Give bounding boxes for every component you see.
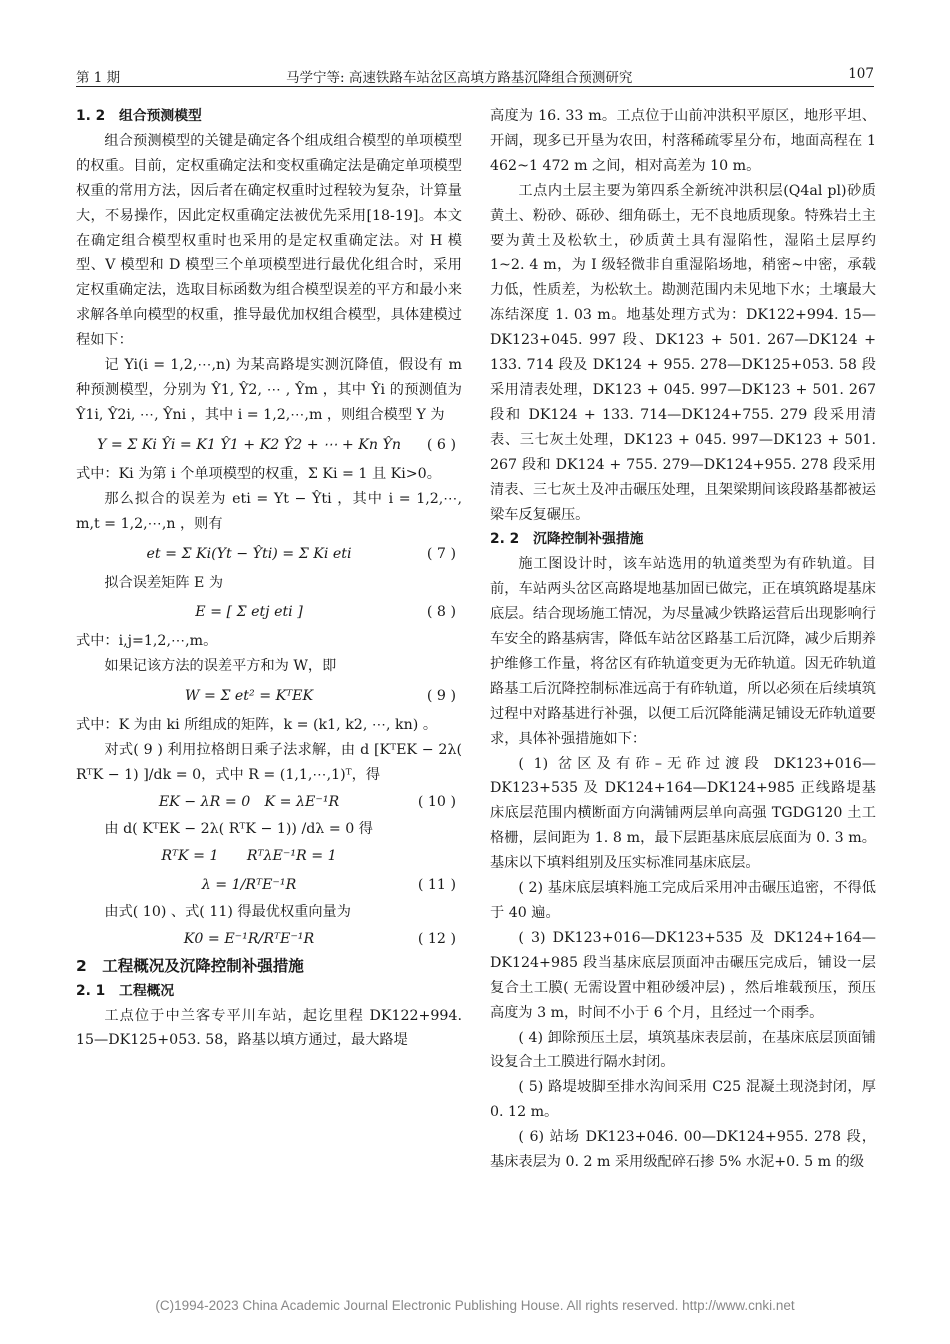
paragraph: 对式( 9 ) 利用拉格朗日乘子法求解，由 d [KᵀEK − 2λ( RᵀK − 1) ]/dk = 0，式中 R = (1,1,⋯,1)ᵀ，得 xyxy=(76,742,462,784)
chapter-heading: 2 工程概况及沉降控制补强措施 xyxy=(76,956,304,975)
section-heading: 2. 1 工程概况 xyxy=(76,982,175,999)
paragraph: 式中：Ki 为第 i 个单项模型的权重，Σ Ki = 1 且 Ki>0。 xyxy=(76,465,441,482)
paragraph: ( 5) 路堤坡脚至排水沟间采用 C25 混凝土现浇封闭，厚 0. 12 m。 xyxy=(490,1079,876,1121)
section-heading: 2. 2 沉降控制补强措施 xyxy=(490,531,644,548)
equation-11a: RᵀK = 1 RᵀλE⁻¹R = 1 xyxy=(161,847,337,864)
paragraph: 工点内土层主要为第四系全新统冲洪积层(Q4al pl)砂质黄土、粉砂、砾砂、细角砾土，无不良地质现象。特殊岩土主要为黄土及松软土，砂质黄土具有湿陷性，湿陷土层厚约 1~2. 4 m，为 I 级轻微非自重湿陷场地，稍密~中密，承载力低，性质差，为松软土。勘测范围内未见地下水；土壤最大冻结深度 1. 03 m。地基处理方式为：DK122+994. 15—DK123+045. 997 段、DK123 + 501. 267—DK124 + 133. 714 段及 DK124 + 955. 278—DK125+053. 58 段采用清表处理，DK123 + 045. 997—DK123 + 501. 267 段和 DK124 + 133. 714—DK124+755. 279 段采用清表、三七灰土处理，DK123 + 045. 997—DK123 + 501. 267 段和 DK124 + 755. 279—DK124+955. 278 段采用清表、三七灰土及冲击碾压处理，且架梁期间该段路基都被运梁车反复碾压。 xyxy=(490,182,876,523)
paragraph: ( 2) 基床底层填料施工完成后采用冲击碾压追密，不得低于 40 遍。 xyxy=(490,880,876,921)
equation-7: et = Σ Ki(Yt − Ŷti) = Σ Ki eti ( 7 ) xyxy=(146,545,456,562)
equation-10: EK − λR = 0 K = λE⁻¹R ( 10 ) xyxy=(158,793,456,810)
equation-8: E = [ Σ etj eti ] ( 8 ) xyxy=(195,604,456,621)
paragraph: 施工图设计时，该车站选用的轨道类型为有砟轨道。目前，车站两头岔区高路堤地基加固已做完，正在填筑路堤基床底层。结合现场施工情况，为尽量减少铁路运营后出现影响行车安全的路基病害，降低车站岔区路基工后沉降，减少后期养护维修工作量，将岔区有砟轨道变更为无砟轨道。因无砟轨道路基工后沉降控制标准远高于有砟轨道，所以必须在后续填筑过程中对路基进行补强，以便工后沉降能满足铺设无砟轨道要求，具体补强措施如下： xyxy=(490,556,876,747)
paragraph: 如果记该方法的误差平方和为 W，即 xyxy=(104,658,337,675)
running-title: 马学宁等: 高速铁路车站岔区高填方路基沉降组合预测研究 xyxy=(286,70,633,86)
issue-number: 第 1 期 xyxy=(76,70,121,86)
paragraph: ( 6) 站场 DK123+046. 00—DK124+955. 278 段，基床表层为 0. 2 m 采用级配碎石掺 5% 水泥+0. 5 m 的级 xyxy=(490,1129,876,1171)
equation-11b: λ = 1/RᵀE⁻¹R ( 11 ) xyxy=(201,876,456,893)
paragraph: 由 d( KᵀEK − 2λ( RᵀK − 1)) /dλ = 0 得 xyxy=(104,820,373,837)
equation-9: W = Σ et² = KᵀEK ( 9 ) xyxy=(184,688,456,705)
paragraph: 组合预测模型的关键是确定各个组成组合模型的单项模型的权重。目前，定权重确定法和变权重确定法是确定单项模型权重的常用方法，因后者在确定权重时过程较为复杂，计算量大，不易操作，因此定权重确定法被优先采用[18-19]。本文在确定组合模型权重时也采用的是定权重确定法。对 H 模型、V 模型和 D 模型三个单项模型进行最优化组合时，采用定权重确定法，选取目标函数为组合模型误差的平方和最小来求解各单向模型的权重，推导最优加权组合模型，具体建模过程如下： xyxy=(76,132,462,349)
running-header xyxy=(76,66,874,87)
paragraph: 由式( 10) 、式( 11) 得最优权重向量为 xyxy=(104,903,351,920)
paragraph: 工点位于中兰客专平川车站，起讫里程 DK122+994. 15—DK125+053. 58，路基以填方通过，最大路堤 xyxy=(76,1007,462,1049)
paragraph: ( 1) 岔区及有砟–无砟过渡段 DK123+016—DK123+535 及 DK124+164—DK124+985 正线路堤基床底层范围内横断面方向满铺两层单向高强 TGDG120 土工格栅，层间距为 1. 8 m，最下层距基床底层底面为 0. 3 m。基床以下填料组别及压实标准同基床底层。 xyxy=(490,755,876,872)
paragraph: 高度为 16. 33 m。工点位于山前冲洪积平原区，地形平坦、开阔，现多已开垦为农田，村落稀疏零星分布，地面高程在 1 462~1 472 m 之间，相对高差为 10 m。 xyxy=(490,108,876,174)
page-number: 107 xyxy=(848,66,874,82)
paragraph: 拟合误差矩阵 E 为 xyxy=(104,574,224,591)
section-heading: 1. 2 组合预测模型 xyxy=(76,108,202,124)
paragraph: 那么拟合的误差为 eti = Yt − Ŷti ，其中 i = 1,2,⋯, m,t = 1,2,⋯,n ，则有 xyxy=(76,490,462,532)
left-column xyxy=(76,104,462,1053)
copyright-footer: (C)1994-2023 China Academic Journal Electronic Publishing House. All rights reserved. http://www.cnki.net xyxy=(155,1298,795,1313)
paragraph: 记 Yi(i = 1,2,⋯,n) 为某高路堤实测沉降值，假设有 m 种预测模型，分别为 Ŷ1, Ŷ2, ⋯ , Ŷm ，其中 Ŷi 的预测值为 Ŷ1i, Ŷ2i, ⋯, Ŷni ，其中 i = 1,2,⋯,m ，则组合模型 Y 为 xyxy=(76,357,462,423)
paragraph: ( 4) 卸除预压土层，填筑基床表层前，在基床底层顶面铺设复合土工膜进行隔水封闭。 xyxy=(490,1029,876,1071)
paragraph: ( 3) DK123+016—DK123+535 及 DK124+164—DK124+985 段当基床底层顶面冲击碾压完成后，铺设一层复合土工膜( 无需设置中粗砂缓冲层) ，然后堆载预压，预压高度为 3 m，时间不小于 6 个月，且经过一个雨季。 xyxy=(490,929,876,1021)
paragraph: 式中：K 为由 ki 所组成的矩阵，k = (k1, k2, ⋯, kn) 。 xyxy=(76,717,438,734)
equation-12: K0 = E⁻¹R/RᵀE⁻¹R ( 12 ) xyxy=(183,930,456,947)
right-column xyxy=(490,104,876,1175)
equation-6: Y = Σ Ki Ŷi = K1 Ŷ1 + K2 Ŷ2 + ⋯ + Kn Ŷn ( 6 ) xyxy=(97,436,456,453)
paragraph: 式中：i,j=1,2,⋯,m。 xyxy=(76,633,218,650)
